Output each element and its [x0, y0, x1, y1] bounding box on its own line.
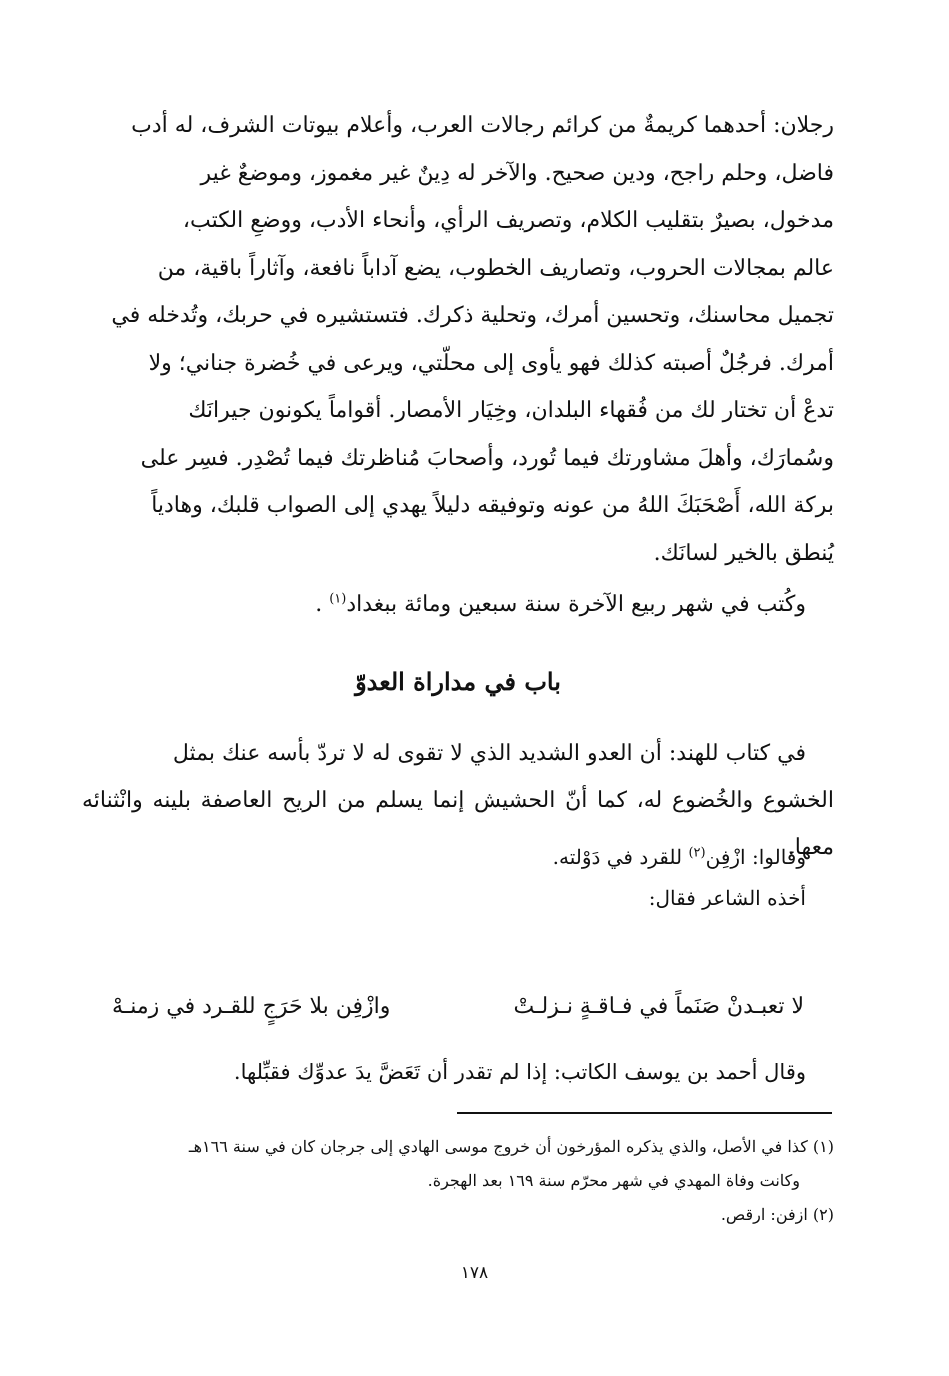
saying-before: وقالوا: ازْفِن: [705, 845, 806, 869]
poet-intro: أخذه الشاعر فقال:: [648, 886, 806, 910]
main-paragraph: [82, 102, 834, 577]
footnote-ref-1[interactable]: (١): [329, 591, 347, 607]
paragraph-line: تجميل محاسنك، وتحسين أمرك، وتحلية ذكرك. فتستشيره في حربك، وتُدخله في: [111, 303, 834, 328]
section-line: الخشوع والخُضوع له، كما أنّ الحشيش إنما يسلم من الريح العاصفة بلينه وانْثنائه معها.: [82, 788, 834, 860]
section-heading: باب في مداراة العدوّ: [355, 667, 561, 696]
page-number: ١٧٨: [460, 1263, 489, 1283]
saying-block: [82, 837, 806, 919]
paragraph-line: يُنطق بالخير لسانَك.: [653, 540, 834, 566]
poem-verse: [112, 985, 804, 1029]
paragraph-line: تدعْ أن تختار لك من فُقهاء البلدان، وخِيَار الأمصار. أقواماً يكونون جيرانَك: [188, 398, 834, 423]
paragraph-line: وسُمارَك، وأهلَ مشاورتك فيما تُورد، وأصحابَ مُناظرتك فيما تُصْدِر. فسِر على: [140, 445, 834, 471]
footnote-text: ازفن: ارقص.: [720, 1205, 808, 1224]
paragraph-line: بركة الله، أَصْحَبَكَ اللهُ من عونه وتوفيقه دليلاً يهدي إلى الصواب قلبك، وهادياً: [151, 493, 834, 518]
date-text: وكُتب في شهر ربيع الآخرة سنة سبعين ومائة ببغداد: [346, 592, 806, 617]
footnote-number: (١): [812, 1137, 834, 1156]
footnotes: [82, 1130, 834, 1232]
verse-first-hemistich: لا تعبـدنْ صَنَماً في فـاقـةٍ نـزلـتْ: [513, 994, 804, 1019]
footnote-ref-2[interactable]: (٢): [688, 845, 706, 861]
footnote-number: (٢): [812, 1205, 834, 1224]
date-line: [82, 583, 806, 627]
paragraph-line: رجلان: أحدهما كريمةٌ من كرائم رجالات العرب، وأعلام بيوتات الشرف، له أدب: [131, 113, 834, 138]
footnote-1: [82, 1130, 834, 1164]
footnote-text: كذا في الأصل، والذي يذكره المؤرخون أن خروج موسى الهادي إلى جرجان كان في سنة ١٦٦هـ: [188, 1137, 808, 1156]
paragraph-line: عالم بمجالات الحروب، وتصاريف الخطوب، يضع آداباً نافعة، وآثاراً باقية، من: [157, 255, 834, 281]
paragraph-line: فاضل، وحلم راجح، ودين صحيح. والآخر له دِينٌ غير مغموز، وموضعٌ غير: [200, 160, 834, 186]
date-end: .: [315, 592, 330, 617]
verse-second-hemistich: وازْفِن بلا حَرَجٍ للقـرد في زمنـهْ: [112, 994, 391, 1019]
footnote-1-continued: وكانت وفاة المهدي في شهر محرّم سنة ١٦٩ بعد الهجرة.: [427, 1171, 800, 1190]
paragraph-line: مدخول، بصيرٌ بتقليب الكلام، وتصريف الرأي، وأنحاء الأدب، ووضعِ الكتب،: [182, 208, 834, 233]
footnote-2: [82, 1198, 834, 1232]
saying-line: [82, 837, 806, 878]
paragraph-line: أمرك. فرجُلٌ أصبته كذلك فهو يأوى إلى محلّتي، ويرعى في خُضرة جناني؛ ولا: [148, 350, 834, 376]
section-line: في كتاب للهند: أن العدو الشديد الذي لا تقوى له لا تردّ بأسه عنك بمثل: [172, 741, 806, 766]
footnote-divider: [457, 1112, 832, 1114]
quote-line: وقال أحمد بن يوسف الكاتب: إذا لم تقدر أن تَعَضَّ يدَ عدوِّك فقبِّلها.: [233, 1060, 806, 1084]
saying-after: للقرد في دَوْلته.: [552, 845, 689, 869]
